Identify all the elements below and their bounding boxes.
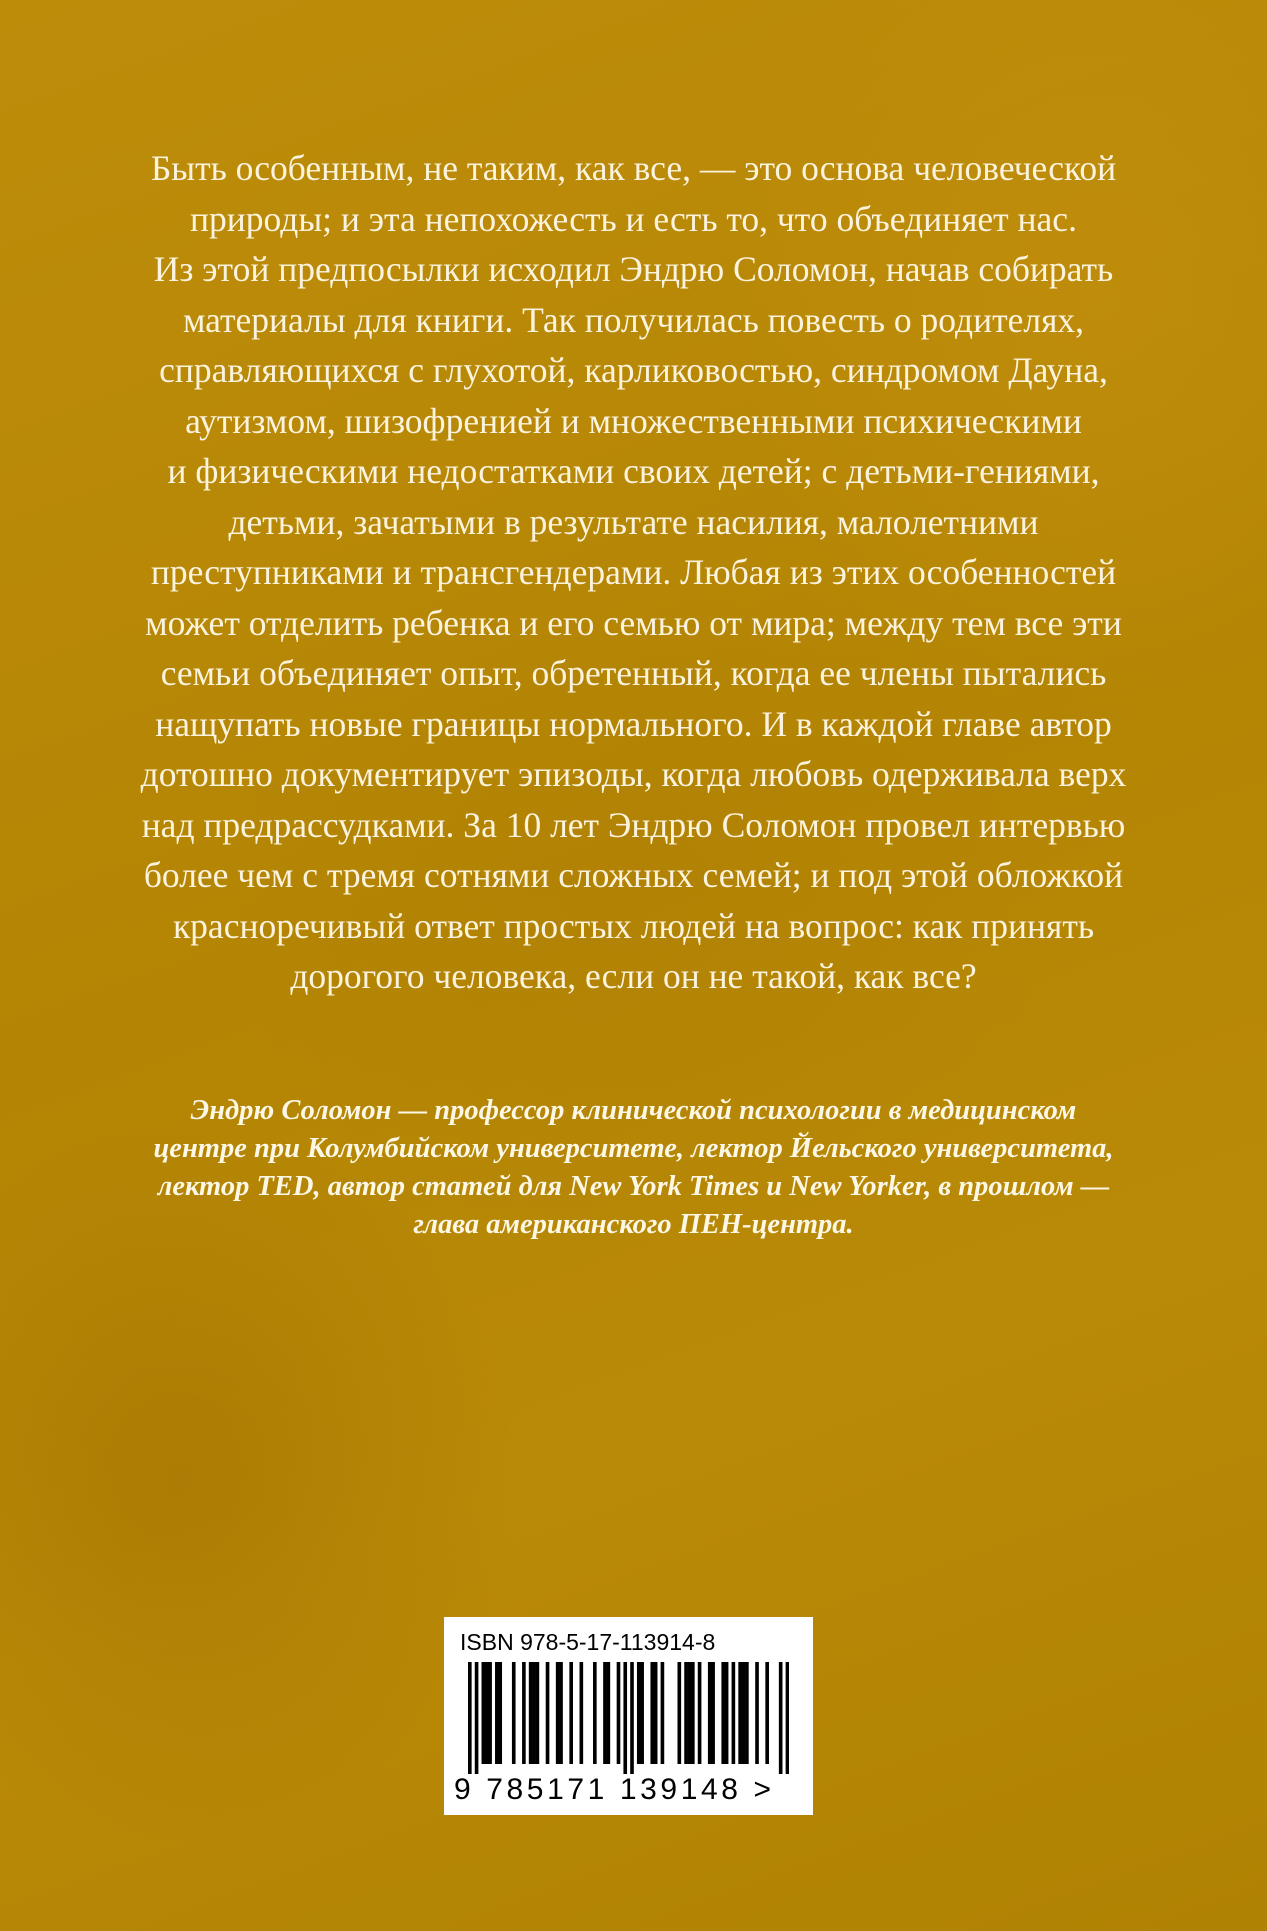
blurb-line: Быть особенным, не таким, как все, — это основа человеческой	[150, 148, 1117, 188]
barcode-bar	[630, 1662, 634, 1774]
author-bio	[95, 1092, 1172, 1244]
barcode-bar	[738, 1662, 742, 1764]
blurb-line: семьи объединяет опыт, обретенный, когда ее члены пытались	[160, 653, 1107, 693]
barcode-bar	[556, 1662, 560, 1764]
barcode-bar	[786, 1662, 789, 1774]
blurb-line: материалы для книги. Так получилась повесть о родителях,	[182, 299, 1085, 340]
barcode-bar	[546, 1662, 550, 1764]
barcode-bar	[495, 1662, 499, 1764]
blurb-line: красноречивый ответ простых людей на вопрос: как принять	[172, 905, 1095, 946]
barcode-bar	[765, 1662, 769, 1764]
blurb-line: аутизмом, шизофренией и множественными психическими	[185, 400, 1082, 441]
barcode-bar	[691, 1662, 695, 1764]
blurb-line: детьми, зачатыми в результате насилия, малолетними	[228, 501, 1039, 542]
barcode-bar	[721, 1662, 725, 1764]
barcode-bar	[536, 1662, 540, 1764]
barcode-bar	[512, 1662, 516, 1764]
barcode-bar	[698, 1662, 702, 1764]
barcode-bar	[607, 1662, 611, 1764]
barcode-bar	[580, 1662, 584, 1764]
blurb-line: и физическими недостатками своих детей; с детьми-гениями,	[167, 451, 1100, 491]
blurb-line: более чем с тремя сотнями сложных семей; и под этой обложкой	[143, 855, 1124, 895]
barcode-bar	[755, 1662, 759, 1764]
blurb-line: преступниками и трансгендерами. Любая из этих особенностей	[150, 552, 1117, 592]
blurb-line: нащупать новые границы нормального. И в каждой главе автор	[155, 703, 1112, 744]
barcode-bar	[742, 1662, 746, 1764]
barcode-bar	[745, 1662, 749, 1764]
barcode-bar	[654, 1662, 658, 1764]
barcode-bar	[475, 1662, 479, 1774]
barcode-bar	[617, 1662, 621, 1764]
blurb-line: справляющихся с глухотой, карликовостью, синдромом Дауна,	[159, 350, 1108, 390]
barcode-bar	[498, 1662, 502, 1764]
isbn-label: ISBN 978-5-17-113914-8	[460, 1629, 716, 1655]
barcode-bar	[603, 1662, 607, 1764]
barcode-bar	[559, 1662, 563, 1764]
barcode-bar	[593, 1662, 597, 1764]
barcode-icon	[468, 1662, 789, 1774]
barcode-bar	[637, 1662, 641, 1764]
ean-digits: 9 785171 139148 >	[454, 1773, 775, 1806]
barcode-bar	[688, 1662, 692, 1764]
barcode-bar	[529, 1662, 533, 1764]
barcode-bar	[711, 1662, 715, 1764]
isbn-barcode-box	[444, 1617, 813, 1815]
blurb-line: дотошно документирует эпизоды, когда любовь одерживала верх	[140, 754, 1127, 794]
barcode-bar	[677, 1662, 681, 1764]
barcode-bar	[485, 1662, 489, 1764]
blurb-text	[70, 143, 1197, 1002]
barcode-bar	[732, 1662, 736, 1764]
barcode-bar	[482, 1662, 486, 1764]
blurb-line: может отделить ребенка и его семью от мира; между тем все эти	[145, 602, 1122, 643]
author-bio-line: лектор TED, автор статей для New York Times и New Yorker, в прошлом —	[157, 1171, 1110, 1202]
barcode-bar	[623, 1662, 627, 1774]
barcode-bar	[640, 1662, 644, 1764]
barcode-bar	[488, 1662, 492, 1764]
author-bio-line: Эндрю Соломон — профессор клинической психологии в медицинском	[190, 1095, 1077, 1126]
barcode-bar	[779, 1662, 783, 1774]
barcode-bar	[684, 1662, 688, 1764]
author-bio-line: глава американского ПЕН-центра.	[413, 1209, 854, 1240]
blurb-line: дорогого человека, если он не такой, как все?	[290, 956, 977, 996]
barcode-bar	[468, 1662, 472, 1774]
blurb-line: Из этой предпосылки исходил Эндрю Соломон, начав собирать	[153, 249, 1114, 289]
barcode-bar	[650, 1662, 654, 1764]
barcode-bar	[532, 1662, 536, 1764]
barcode-bar	[725, 1662, 729, 1764]
barcode-bar	[522, 1662, 526, 1764]
author-bio-line: центре при Колумбийском университете, лектор Йельского университета,	[153, 1133, 1114, 1164]
barcode-bar	[708, 1662, 712, 1764]
blurb-line: над предрассудками. За 10 лет Эндрю Соломон провел интервью	[141, 804, 1126, 845]
barcode-bar	[569, 1662, 573, 1764]
barcode-bar	[661, 1662, 665, 1764]
blurb-line: природы; и эта непохожесть и есть то, что объединяет нас.	[190, 198, 1077, 239]
